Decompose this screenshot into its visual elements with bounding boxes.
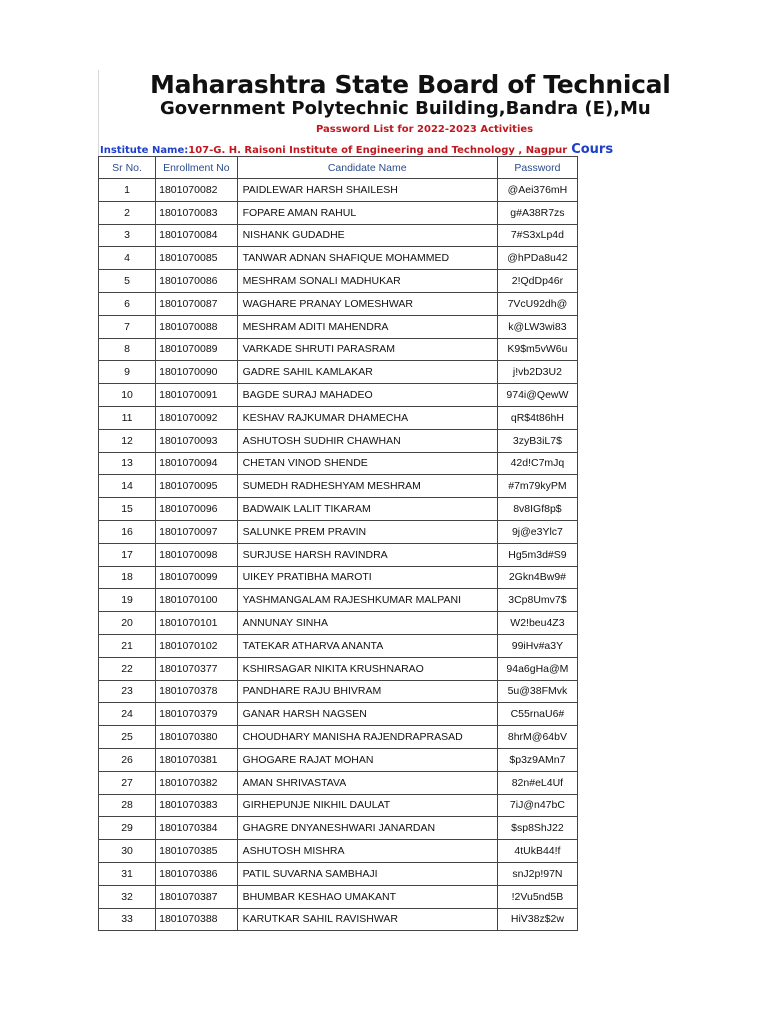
table-row <box>99 429 578 452</box>
table-header-row <box>99 157 578 179</box>
table-row <box>99 726 578 749</box>
cell-sr-no: 17 <box>99 543 156 566</box>
cell-sr-no: 19 <box>99 589 156 612</box>
table-row <box>99 315 578 338</box>
cell-password: 8hrM@64bV <box>497 726 577 749</box>
cell-sr-no: 4 <box>99 247 156 270</box>
cell-sr-no: 5 <box>99 270 156 293</box>
cell-sr-no: 21 <box>99 634 156 657</box>
cell-password: 2Gkn4Bw9# <box>497 566 577 589</box>
cell-candidate-name: ASHUTOSH SUDHIR CHAWHAN <box>237 429 497 452</box>
cell-candidate-name: WAGHARE PRANAY LOMESHWAR <box>237 292 497 315</box>
cell-sr-no: 13 <box>99 452 156 475</box>
cell-sr-no: 26 <box>99 748 156 771</box>
cell-candidate-name: GHOGARE RAJAT MOHAN <box>237 748 497 771</box>
document-sheet <box>98 70 671 1010</box>
cell-password: W2!beu4Z3 <box>497 612 577 635</box>
cell-password: 42d!C7mJq <box>497 452 577 475</box>
cell-candidate-name: VARKADE SHRUTI PARASRAM <box>237 338 497 361</box>
cell-candidate-name: BAGDE SURAJ MAHADEO <box>237 384 497 407</box>
cell-sr-no: 2 <box>99 201 156 224</box>
cell-sr-no: 15 <box>99 498 156 521</box>
table-row <box>99 270 578 293</box>
cell-password: 3zyB3iL7$ <box>497 429 577 452</box>
cell-sr-no: 27 <box>99 771 156 794</box>
cell-password: j!vb2D3U2 <box>497 361 577 384</box>
cell-enrollment-no: 1801070094 <box>156 452 237 475</box>
table-row <box>99 475 578 498</box>
table-row <box>99 384 578 407</box>
cell-password: 5u@38FMvk <box>497 680 577 703</box>
cell-enrollment-no: 1801070084 <box>156 224 237 247</box>
cell-sr-no: 30 <box>99 840 156 863</box>
cell-enrollment-no: 1801070086 <box>156 270 237 293</box>
institute-name: 107-G. H. Raisoni Institute of Engineering and Technology , Nagpur <box>188 145 568 156</box>
table-row <box>99 657 578 680</box>
cell-enrollment-no: 1801070092 <box>156 406 237 429</box>
cell-sr-no: 33 <box>99 908 156 931</box>
cell-sr-no: 16 <box>99 520 156 543</box>
cell-enrollment-no: 1801070387 <box>156 885 237 908</box>
cell-password: 99iHv#a3Y <box>497 634 577 657</box>
table-row <box>99 179 578 202</box>
cell-enrollment-no: 1801070089 <box>156 338 237 361</box>
cell-password: K9$m5vW6u <box>497 338 577 361</box>
table-row <box>99 771 578 794</box>
table-row <box>99 292 578 315</box>
cell-sr-no: 1 <box>99 179 156 202</box>
cell-candidate-name: BHUMBAR KESHAO UMAKANT <box>237 885 497 908</box>
cell-password: !2Vu5nd5B <box>497 885 577 908</box>
cell-candidate-name: SUMEDH RADHESHYAM MESHRAM <box>237 475 497 498</box>
cell-enrollment-no: 1801070101 <box>156 612 237 635</box>
cell-password: g#A38R7zs <box>497 201 577 224</box>
cell-password: 8v8IGf8p$ <box>497 498 577 521</box>
cell-candidate-name: NISHANK GUDADHE <box>237 224 497 247</box>
cell-enrollment-no: 1801070378 <box>156 680 237 703</box>
cell-sr-no: 8 <box>99 338 156 361</box>
table-row <box>99 817 578 840</box>
cell-candidate-name: PAIDLEWAR HARSH SHAILESH <box>237 179 497 202</box>
cell-enrollment-no: 1801070091 <box>156 384 237 407</box>
board-title: Maharashtra State Board of Technical <box>150 70 671 99</box>
table-row <box>99 589 578 612</box>
table-row <box>99 612 578 635</box>
cell-sr-no: 11 <box>99 406 156 429</box>
cell-enrollment-no: 1801070385 <box>156 840 237 863</box>
cell-password: 974i@QewW <box>497 384 577 407</box>
table-row <box>99 885 578 908</box>
cell-sr-no: 6 <box>99 292 156 315</box>
table-row <box>99 224 578 247</box>
cell-password: 2!QdDp46r <box>497 270 577 293</box>
cell-sr-no: 20 <box>99 612 156 635</box>
cell-enrollment-no: 1801070097 <box>156 520 237 543</box>
table-row <box>99 794 578 817</box>
cell-enrollment-no: 1801070377 <box>156 657 237 680</box>
cell-password: Hg5m3d#S9 <box>497 543 577 566</box>
cell-sr-no: 3 <box>99 224 156 247</box>
table-row <box>99 908 578 931</box>
cell-sr-no: 12 <box>99 429 156 452</box>
cell-candidate-name: GIRHEPUNJE NIKHIL DAULAT <box>237 794 497 817</box>
cell-password: 7iJ@n47bC <box>497 794 577 817</box>
cell-enrollment-no: 1801070085 <box>156 247 237 270</box>
table-row <box>99 840 578 863</box>
table-row <box>99 634 578 657</box>
cell-candidate-name: UIKEY PRATIBHA MAROTI <box>237 566 497 589</box>
cell-candidate-name: TANWAR ADNAN SHAFIQUE MOHAMMED <box>237 247 497 270</box>
cell-candidate-name: ANNUNAY SINHA <box>237 612 497 635</box>
cell-password: 4tUkB44!f <box>497 840 577 863</box>
cell-candidate-name: PATIL SUVARNA SAMBHAJI <box>237 862 497 885</box>
table-row <box>99 703 578 726</box>
cell-candidate-name: GANAR HARSH NAGSEN <box>237 703 497 726</box>
table-row <box>99 520 578 543</box>
cell-candidate-name: KSHIRSAGAR NIKITA KRUSHNARAO <box>237 657 497 680</box>
cell-enrollment-no: 1801070388 <box>156 908 237 931</box>
cell-enrollment-no: 1801070099 <box>156 566 237 589</box>
cell-candidate-name: PANDHARE RAJU BHIVRAM <box>237 680 497 703</box>
cell-password: C55rnaU6# <box>497 703 577 726</box>
cell-password: 7VcU92dh@ <box>497 292 577 315</box>
cell-password: snJ2p!97N <box>497 862 577 885</box>
cell-candidate-name: MESHRAM ADITI MAHENDRA <box>237 315 497 338</box>
cell-sr-no: 24 <box>99 703 156 726</box>
cell-enrollment-no: 1801070386 <box>156 862 237 885</box>
cell-enrollment-no: 1801070384 <box>156 817 237 840</box>
cell-candidate-name: AMAN SHRIVASTAVA <box>237 771 497 794</box>
cell-password: $sp8ShJ22 <box>497 817 577 840</box>
cell-candidate-name: GHAGRE DNYANESHWARI JANARDAN <box>237 817 497 840</box>
cell-enrollment-no: 1801070383 <box>156 794 237 817</box>
cell-password: k@LW3wi83 <box>497 315 577 338</box>
password-list-title: Password List for 2022-2023 Activities <box>316 124 534 135</box>
table-row <box>99 862 578 885</box>
cell-candidate-name: CHETAN VINOD SHENDE <box>237 452 497 475</box>
cell-sr-no: 31 <box>99 862 156 885</box>
cell-password: 3Cp8Umv7$ <box>497 589 577 612</box>
cell-candidate-name: SURJUSE HARSH RAVINDRA <box>237 543 497 566</box>
col-header-sr-no: Sr No. <box>99 157 156 179</box>
cell-sr-no: 10 <box>99 384 156 407</box>
table-body <box>99 179 578 931</box>
cell-sr-no: 18 <box>99 566 156 589</box>
table-row <box>99 452 578 475</box>
password-table <box>98 156 578 931</box>
cell-candidate-name: KARUTKAR SAHIL RAVISHWAR <box>237 908 497 931</box>
col-header-candidate-name: Candidate Name <box>237 157 497 179</box>
cell-sr-no: 7 <box>99 315 156 338</box>
cell-sr-no: 32 <box>99 885 156 908</box>
cell-sr-no: 9 <box>99 361 156 384</box>
cell-password: 82n#eL4Uf <box>497 771 577 794</box>
table-row <box>99 748 578 771</box>
table-row <box>99 680 578 703</box>
cell-candidate-name: TATEKAR ATHARVA ANANTA <box>237 634 497 657</box>
cell-enrollment-no: 1801070379 <box>156 703 237 726</box>
cell-enrollment-no: 1801070382 <box>156 771 237 794</box>
cell-candidate-name: MESHRAM SONALI MADHUKAR <box>237 270 497 293</box>
cell-candidate-name: YASHMANGALAM RAJESHKUMAR MALPANI <box>237 589 497 612</box>
cell-password: qR$4t86hH <box>497 406 577 429</box>
cell-candidate-name: SALUNKE PREM PRAVIN <box>237 520 497 543</box>
building-subtitle: Government Polytechnic Building,Bandra (E),Mu <box>160 98 651 119</box>
cell-sr-no: 28 <box>99 794 156 817</box>
cell-sr-no: 23 <box>99 680 156 703</box>
cell-candidate-name: FOPARE AMAN RAHUL <box>237 201 497 224</box>
table-row <box>99 566 578 589</box>
cell-sr-no: 22 <box>99 657 156 680</box>
table-row <box>99 543 578 566</box>
cell-enrollment-no: 1801070090 <box>156 361 237 384</box>
cell-enrollment-no: 1801070087 <box>156 292 237 315</box>
cell-enrollment-no: 1801070083 <box>156 201 237 224</box>
cell-sr-no: 14 <box>99 475 156 498</box>
cell-sr-no: 29 <box>99 817 156 840</box>
cell-enrollment-no: 1801070096 <box>156 498 237 521</box>
cell-password: HiV38z$2w <box>497 908 577 931</box>
cell-enrollment-no: 1801070082 <box>156 179 237 202</box>
cell-enrollment-no: 1801070380 <box>156 726 237 749</box>
cell-password: @Aei376mH <box>497 179 577 202</box>
cell-sr-no: 25 <box>99 726 156 749</box>
cell-password: $p3z9AMn7 <box>497 748 577 771</box>
cell-candidate-name: GADRE SAHIL KAMLAKAR <box>237 361 497 384</box>
cell-enrollment-no: 1801070100 <box>156 589 237 612</box>
cell-enrollment-no: 1801070098 <box>156 543 237 566</box>
col-header-enrollment-no: Enrollment No <box>156 157 237 179</box>
cell-enrollment-no: 1801070095 <box>156 475 237 498</box>
cell-candidate-name: BADWAIK LALIT TIKARAM <box>237 498 497 521</box>
cell-enrollment-no: 1801070102 <box>156 634 237 657</box>
table-row <box>99 406 578 429</box>
cell-enrollment-no: 1801070093 <box>156 429 237 452</box>
table-row <box>99 338 578 361</box>
table-row <box>99 247 578 270</box>
cell-password: 9j@e3Ylc7 <box>497 520 577 543</box>
table-row <box>99 498 578 521</box>
cell-enrollment-no: 1801070381 <box>156 748 237 771</box>
cell-candidate-name: ASHUTOSH MISHRA <box>237 840 497 863</box>
institute-label: Institute Name: <box>100 145 189 156</box>
col-header-password: Password <box>497 157 577 179</box>
course-label: Cours <box>571 142 614 157</box>
cell-enrollment-no: 1801070088 <box>156 315 237 338</box>
cell-candidate-name: KESHAV RAJKUMAR DHAMECHA <box>237 406 497 429</box>
table-row <box>99 361 578 384</box>
cell-candidate-name: CHOUDHARY MANISHA RAJENDRAPRASAD <box>237 726 497 749</box>
cell-password: #7m79kyPM <box>497 475 577 498</box>
cell-password: 94a6gHa@M <box>497 657 577 680</box>
cell-password: @hPDa8u42 <box>497 247 577 270</box>
table-row <box>99 201 578 224</box>
cell-password: 7#S3xLp4d <box>497 224 577 247</box>
